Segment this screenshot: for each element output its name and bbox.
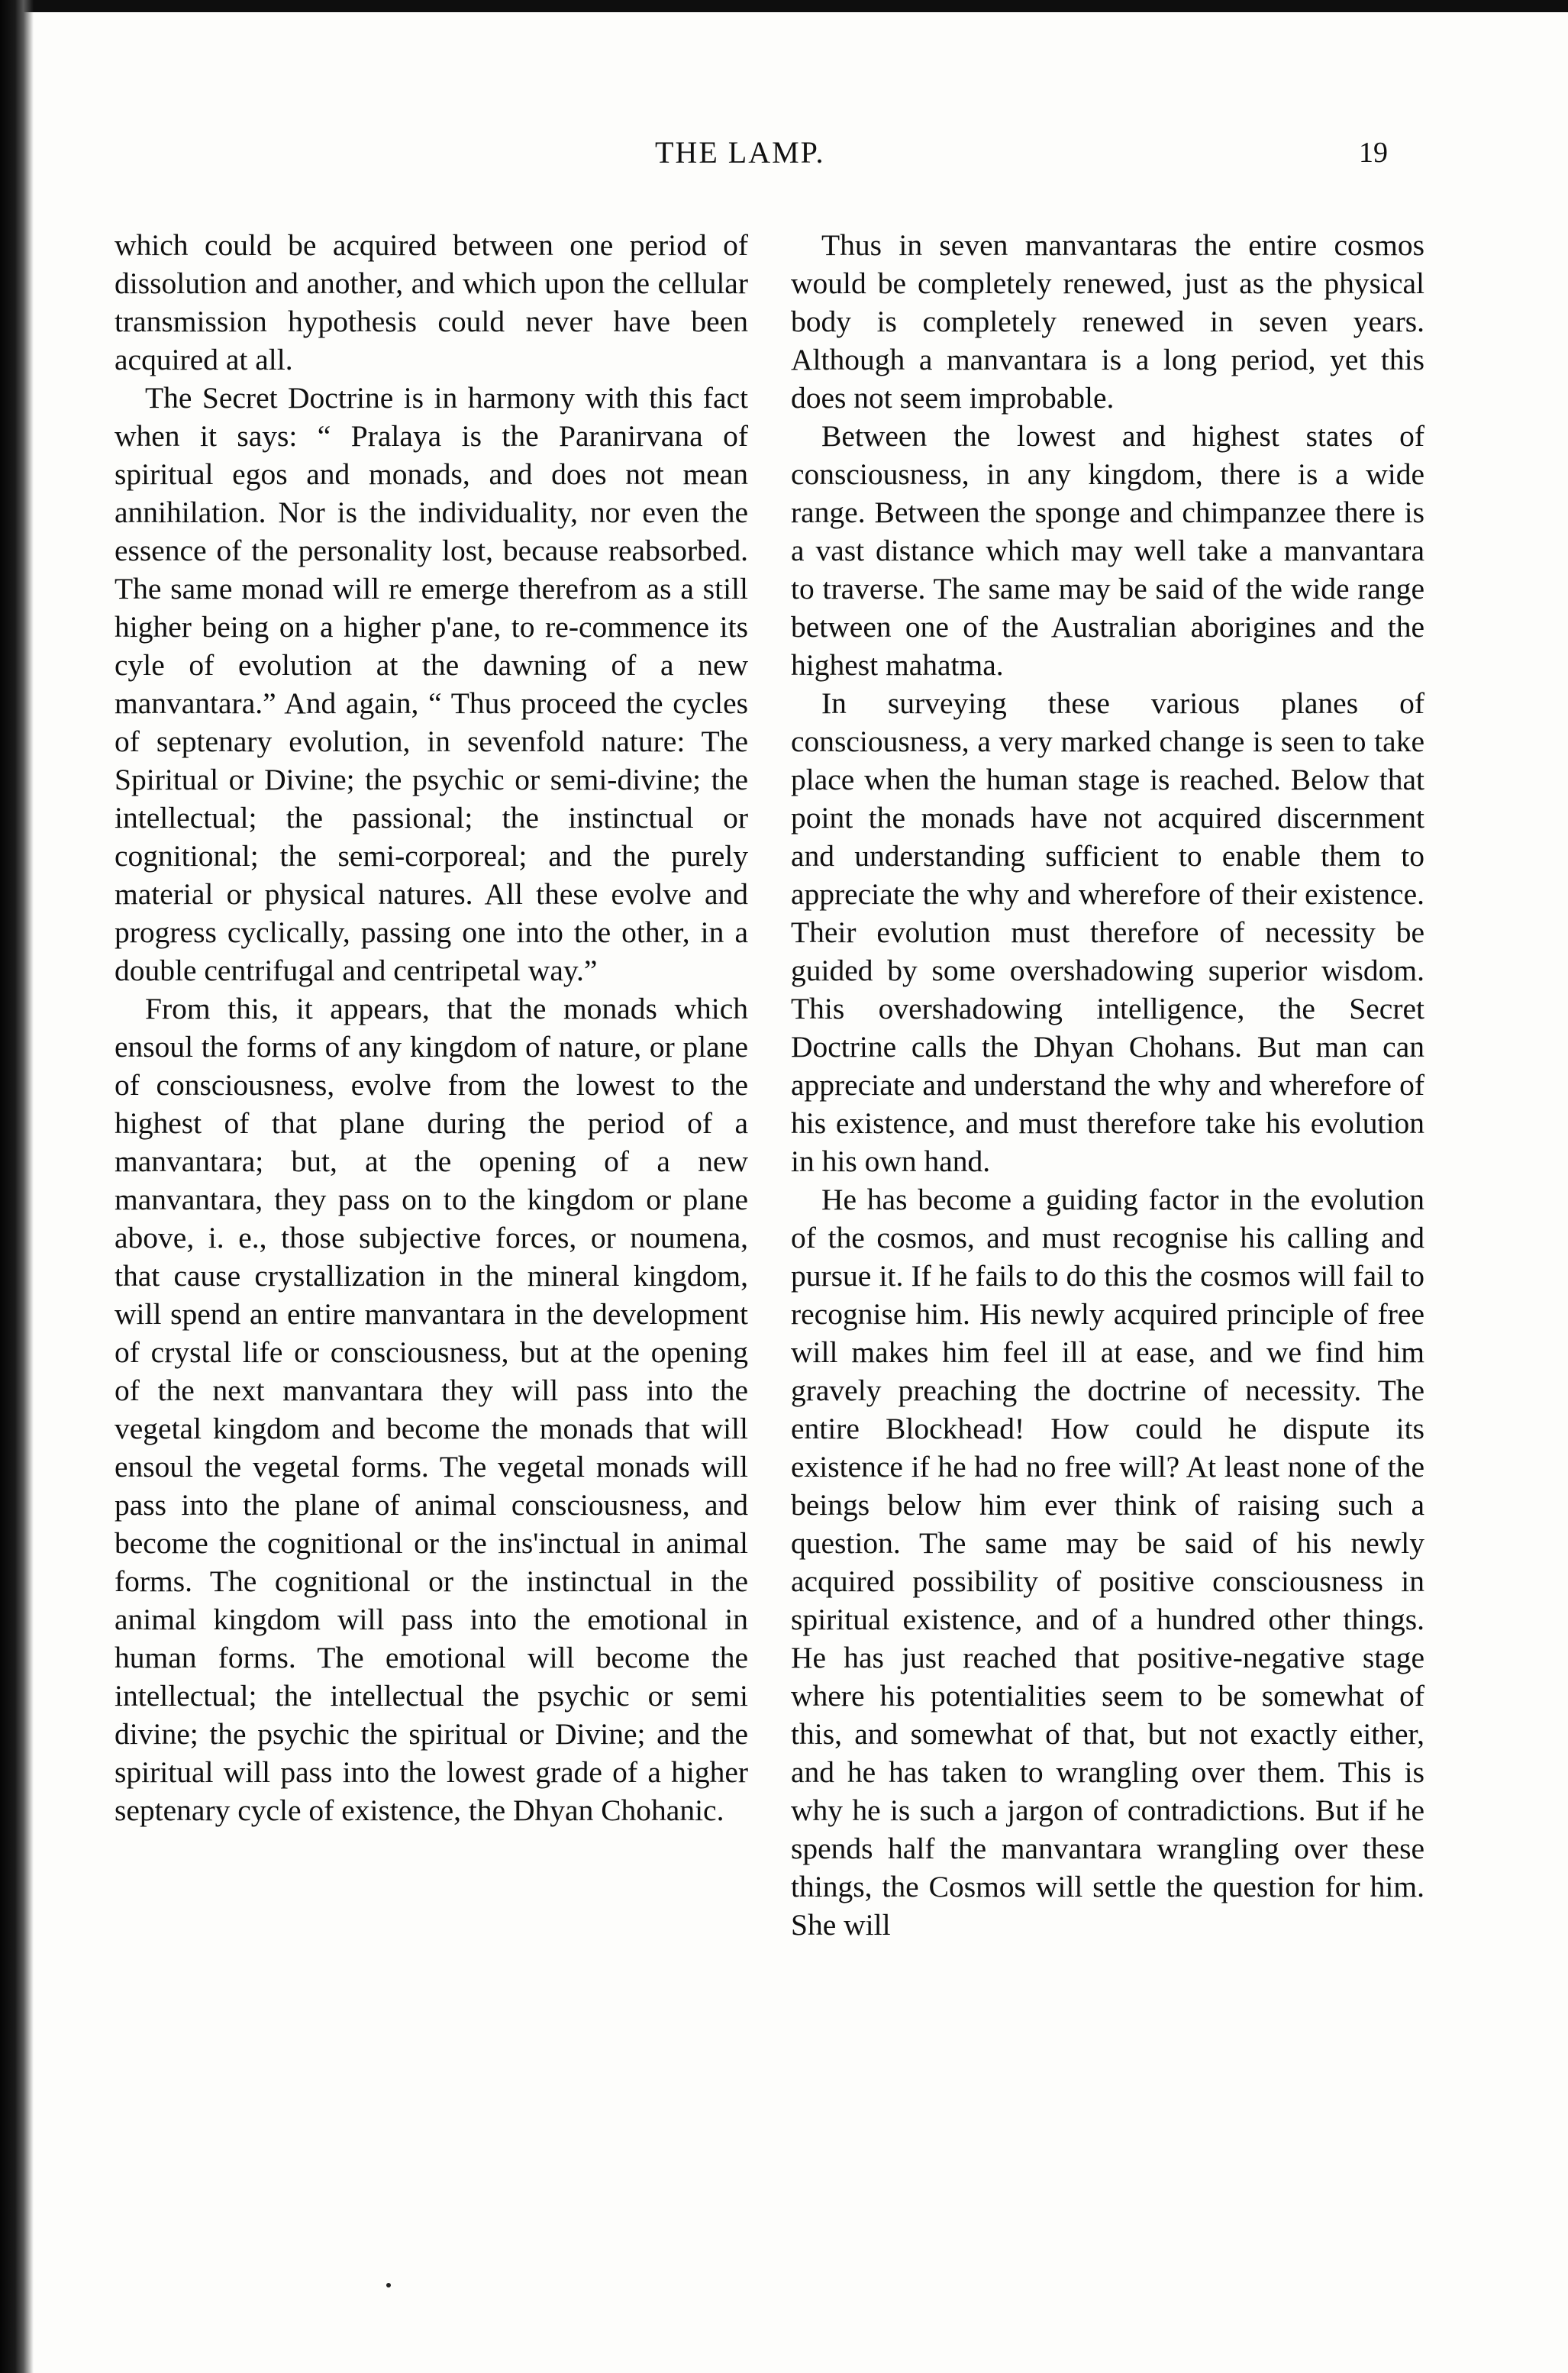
paragraph: which could be acquired between one period of dissolution and another, and which upon the cellular transmission hypothesis could never have been acquired at all. [115,228,748,376]
print-speck [386,2283,391,2287]
top-edge-rule [0,0,1568,12]
paragraph: He has become a guiding factor in the evolution of the cosmos, and must recognise his calling and pursue it. If he fails to do this the cosmos will fail to recognise him. His newly acquired principle of free will makes him feel ill at ease, and we find him gravely preaching the doctrine of necessity. The entire Blockhead! How could he dispute its existence if he had no free will? At least none of the beings below him ever think of raising such a question. The same may be said of his newly acquired possibility of positive consciousness in spiritual existence, and of a hundred other things. He has just reached that positive-negative stage where his potentialities seem to be somewhat of this, and somewhat of that, but not exactly either, and he has taken to wrangling over them. This is why he is such a jargon of contradictions. But if he spends half the manvantara wrangling over these things, the Cosmos will settle the question for him. She will [791,1183,1424,1942]
right-column [791,226,1424,1944]
paragraph: The Secret Doctrine is in harmony with this fact when it says: “ Pralaya is the Paranirvana of spiritual egos and monads, and does not mean annihilation. Nor is the individuality, nor even the essence of the personality lost, because reabsorbed. The same monad will re emerge therefrom as a still higher being on a higher p'ane, to re-commence its cyle of evolution at the dawning of a new manvantara.” And again, “ Thus proceed the cycles of septenary evolution, in sevenfold nature: The Spiritual or Divine; the psychic or semi-divine; the intellectual; the passional; the instinctual or cognitional; the semi-corporeal; and the purely material or physical natures. All these evolve and progress cyclically, passing one into the other, in a double centrifugal and centripetal way.” [115,381,748,987]
paragraph: Thus in seven manvantaras the entire cosmos would be completely renewed, just as the physical body is completely renewed in seven years. Although a manvantara is a long period, yet this does not seem improbable. [791,228,1424,415]
paragraph: In surveying these various planes of consciousness, a very marked change is seen to take place when the human stage is reached. Below that point the monads have not acquired discernment and understanding sufficient to enable them to appreciate the why and wherefore of their existence. Their evolution must therefore of necessity be guided by some overshadowing superior wisdom. This overshadowing intelligence, the Secret Doctrine calls the Dhyan Chohans. But man can appreciate and understand the why and wherefore of his existence, and must therefore take his evolution in his own hand. [791,686,1424,1178]
left-column [115,226,748,1829]
binding-shadow [0,0,34,2373]
page-number: 19 [1359,137,1388,169]
page-header [0,134,1568,180]
paragraph: From this, it appears, that the monads which ensoul the forms of any kingdom of nature, or plane of consciousness, evolve from the lowest to the highest of that plane during the period of a manvantara; but, at the opening of a new manvantara, they pass on to the kingdom or plane above, i. e., those subjective forces, or noumena, that cause crystallization in the mineral kingdom, will spend an entire manvantara in the development of crystal life or consciousness, but at the opening of the next manvantara they will pass into the vegetal kingdom and become the monads that will ensoul the vegetal forms. The vegetal monads will pass into the plane of animal consciousness, and become the cognitional or the ins'inctual in animal forms. The cognitional or the instinctual in the animal kingdom will pass into the emotional in human forms. The emotional will become the intellectual; the intellectual the psychic or semi divine; the psychic the spiritual or Divine; and the spiritual will pass into the lowest grade of a higher septenary cycle of existence, the Dhyan Chohanic. [115,992,748,1827]
running-title: THE LAMP. [655,135,825,170]
paragraph: Between the lowest and highest states of consciousness, in any kingdom, there is a wide range. Between the sponge and chimpanzee there is a vast distance which may well take a manvantara to traverse. The same may be said of the wide range between one of the Australian aborigines and the highest mahatma. [791,419,1424,682]
